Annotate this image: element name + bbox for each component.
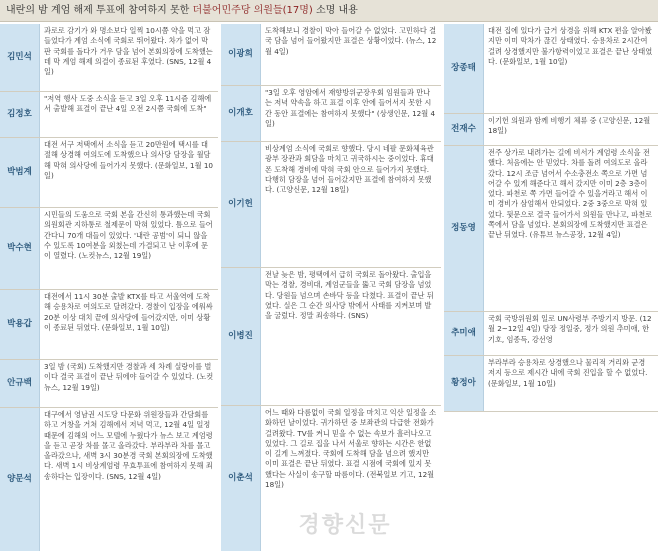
entry-row (0, 24, 218, 92)
lawmaker-name: 정동영 (444, 146, 484, 311)
entry-row (221, 268, 441, 406)
statement-text: 도착해보니 경찰이 막아 들어갈 수 없었다. 고민하다 결국 담을 넘어 들어왔지만 표결은 상황이었다. (뉴스, 12월 4일) (265, 26, 437, 56)
entry-row (0, 138, 218, 208)
lawmaker-name: 김정호 (0, 92, 40, 137)
lawmaker-name: 김민석 (0, 24, 40, 91)
title-post: 소명 내용 (312, 5, 358, 16)
statement-text: 대전 집에 있다가 급거 상경을 위해 KTX 편을 알아봤지만 이미 막차가 끊긴 상태였다. 승용차로 2시간여 걸려 상경했지만 불가항력이었고 표결은 끝난 상태였다. (문화일보, 1월 10일) (488, 26, 653, 66)
lawmaker-name: 이병진 (221, 268, 261, 405)
statement-text: 어느 때와 다름없이 국회 일정을 마치고 익산 일정을 소화하던 날이었다. 귀가하던 중 보좌관의 다급한 전화가 걸려왔다. TV를 켜니 믿을 수 없는 속보가 흘러나오고 있었다. 그 길로 집을 나서 서울로 향하는 시간은 한없이 길게 느껴졌다. 국회에 도착해 담을 넘으려 했지만 이미 표결은 끝난 뒤였다. 표결 시점에 국회에 있지 못했다는 사실이 송구할 따름이다. (전북일보 기고, 12월 18일) (265, 408, 437, 490)
statement-text: 대구에서 영남권 시도당 다문화 위원장들과 간담회를 하고 거창을 거쳐 김해에서 저녁 먹고, 12월 4일 일정 때문에 김해의 어느 모텔에 누웠다가 뉴스 보고 계엄령을 듣고 곧장 차를 몰고 올라갔다. 부라부라 차를 몰고 올라갔으나, 새벽 3시 30분경 국회 본회의장에 도착했다. 새벽 1시 비상계엄령 무효투표에 참여하지 못해 죄송하다는 입장이다. (SNS, 12월 4일) (44, 410, 213, 481)
lawmaker-name: 이개호 (221, 86, 261, 141)
lawmaker-name: 양문석 (0, 408, 40, 551)
entry-row (0, 290, 218, 360)
entry-row (444, 146, 658, 312)
lawmaker-name: 전재수 (444, 114, 484, 145)
column-2 (221, 24, 441, 551)
lawmaker-name: 추미애 (444, 312, 484, 355)
entry-row (221, 24, 441, 86)
entry-row (221, 86, 441, 142)
lawmaker-name: 안규백 (0, 360, 40, 407)
entry-row (0, 360, 218, 408)
statement-text: 비상계엄 소식에 국회로 향했다. 당시 네팔 문화체육관광부 장관과 회담을 마치고 귀국하시는 중이었다. 휴대폰 도착해 경비에 막혀 국회 안으로 들어가지 못했다. 다행히 담장을 넘어 들어갔지만 표결에 참여하지 못했다. (고양신문, 12월 18일) (265, 144, 434, 195)
title-accent: 더불어민주당 의원들(17명) (192, 5, 313, 16)
statement-text: "저역 행사 도중 소식을 듣고 3일 오후 11시즘 김해에서 출발해 표결이 끝난 4일 오전 2시쯤 국회에 도착" (44, 94, 212, 114)
statement-text: 이기헌 의원과 함께 비행기 체류 중 (고양신문, 12월 18일) (488, 116, 651, 136)
entry-row (444, 356, 658, 412)
statement-text: 과로로 감기가 와 명소보다 일찍 10시쯤 약을 먹고 잠들었다가 계엄 소식에 국회로 뛰어왔다. 차가 없어 막판 국회를 돌다가 거우 담을 넘어 본회의장에 도착했는데 막 계엄 해제 의결이 종료된 후였다. (SNS, 12월 4일) (44, 26, 213, 77)
entry-row (444, 24, 658, 114)
table-title (0, 0, 658, 22)
lawmaker-name: 황정아 (444, 356, 484, 411)
entry-row (0, 92, 218, 138)
entry-row (0, 408, 218, 551)
column-3 (444, 24, 658, 551)
newspaper-watermark: 경향신문 (298, 513, 392, 538)
column-1 (0, 24, 218, 551)
lawmaker-name: 박수현 (0, 208, 40, 289)
statement-text: 전주 상가로 내려가는 길에 비서가 계엄령 소식을 전했다. 처음에는 안 믿었다. 차를 돌려 여의도로 올라갔다. 12시 조금 넘어서 수소충전소 쪽으로 가면 넘어갈 수 있게 해준다고 해서 갔지만 이미 2층 3층이었다. 파천로 쪽 가면 들어갈 수 있을거라고 해서 이미 경비가 삼엄해서 안되었다. 2중 3중으로 막혀 있었다. 뒷문으로 결국 들어가서 의원들 만나고, 파천로 쪽에서 담을 넘었다. 본회의장에 도착했지만 표결은 끝난 뒤였다. (유튜브 뉴스공장, 12월 4일) (488, 148, 653, 240)
statement-text: 시민들의 도움으로 국회 본을 간신히 통과했는데 국회의원회관 지하통로 철제문이 막혀 있었다. 틈으로 들어간다니 70개 대들이 있었다. '내란 공범'이 되니 않을 수 있도록 10여분을 외쳤는데 가결되고 난 이후에 문이 열렸다. (노컷뉴스, 12월 19일) (44, 210, 213, 261)
statement-text: 3일 밤 (국회) 도착했지만 경찰과 세 차례 실랑이를 벌이다 결국 표결이 끝난 뒤에야 들어갈 수 있었다. (노컷뉴스, 12월 19일) (44, 362, 214, 392)
lawmaker-name: 이광희 (221, 24, 261, 85)
statement-text: 대전에서 11시 30분 출발 KTX를 타고 서울역에 도착해 승용차로 여의도로 달려갔다. 경찰이 입장을 에워싸 20분 이상 대치 끝에 의사당에 들어갔지만, 이미 상황이 종료된 뒤였다. (문화일보, 1월 10일) (44, 292, 213, 332)
lawmaker-name: 이춘석 (221, 406, 261, 551)
lawmaker-name: 박용갑 (0, 290, 40, 359)
title-pre: 내란의 밤 계엄 해제 투표에 참여하지 못한 (6, 5, 193, 16)
lawmaker-name: 이기헌 (221, 142, 261, 267)
statement-text: 전날 늦은 밤, 평택에서 급히 국회로 돌아왔다. 출입을 막는 경찰, 경비대, 계엄군들을 뚫고 국회 담장을 넘었다. 당원들 넘으며 손바닥 등을 다쳤다. 표결이 끝난 뒤였다. 실은 그 순간 의사당 밖에서 사태를 지켜보며 발을 굴렀다. 정말 죄송하다. (SNS) (265, 270, 434, 321)
lawmaker-name: 장종태 (444, 24, 484, 113)
statement-text: 대전 서구 저택에서 소식을 듣고 20만원에 택시를 대절해 상경해 여의도에 도착했으나 의사당 담장을 월담해 막혀 의사당에 들어가지 못했다. (문화일보, 1월 10일) (44, 140, 214, 180)
statement-text: "3일 오후 영암에서 재향방위군장우회 임원들과 만나는 저녁 약속을 하고 표결 이후 안에 들어서지 못한 시간 동안 표결에는 참여하지 못했다" (상생인문, 12월 4일) (265, 88, 436, 128)
statement-text: 국회 국방위원회 일로 UN사령부 주방기지 방문. (12월 2~12일 4일) 당장 정일중, 정가 의원 추미애, 한기호, 임종득, 강선영 (488, 314, 652, 344)
entry-row (221, 142, 441, 268)
entry-row (444, 312, 658, 356)
lawmaker-name: 박범계 (0, 138, 40, 207)
entry-row (0, 208, 218, 290)
statement-text: 부라부라 승용차로 상경했으나 물리적 거리와 군경 저지 등으로 제시간 내에 국회 진입을 할 수 없었다. (문화일보, 1월 10일) (488, 358, 648, 388)
entry-row (444, 114, 658, 146)
